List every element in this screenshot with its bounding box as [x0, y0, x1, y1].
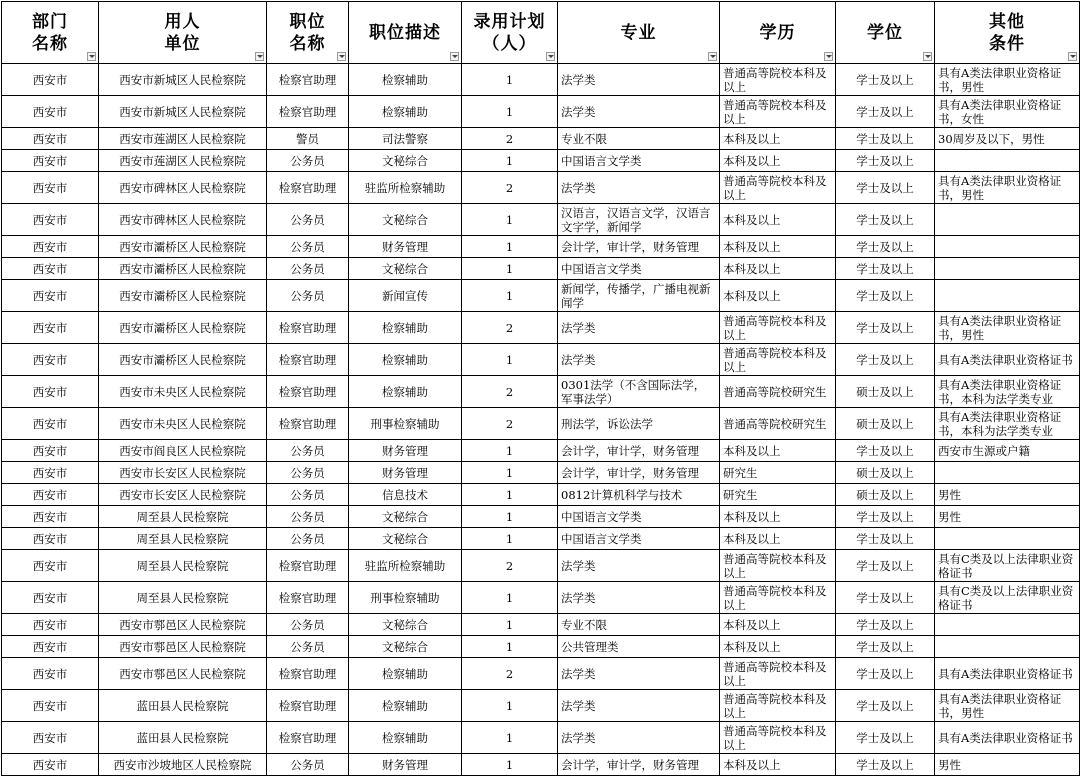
cell-degree: 硕士及以上 [836, 484, 935, 506]
cell-degree: 学士及以上 [836, 506, 935, 528]
cell-description: 文秘综合 [349, 528, 462, 550]
cell-description: 文秘综合 [349, 258, 462, 280]
recruitment-table [1, 1, 1080, 776]
cell-employer: 西安市灞桥区人民检察院 [99, 344, 267, 376]
cell-plan: 1 [462, 236, 558, 258]
cell-other: 具有A类法律职业资格证书，女性 [935, 96, 1080, 128]
cell-dept: 西安市 [2, 204, 99, 236]
cell-plan: 1 [462, 280, 558, 312]
cell-employer: 西安市新城区人民检察院 [99, 96, 267, 128]
cell-dept: 西安市 [2, 550, 99, 582]
cell-employer: 西安市新城区人民检察院 [99, 64, 267, 96]
cell-education: 本科及以上 [720, 528, 836, 550]
cell-degree: 学士及以上 [836, 582, 935, 614]
cell-degree: 硕士及以上 [836, 376, 935, 408]
cell-dept: 西安市 [2, 64, 99, 96]
header-label: 专业 [620, 22, 657, 43]
cell-education: 本科及以上 [720, 506, 836, 528]
cell-plan: 2 [462, 658, 558, 690]
cell-position: 检察官助理 [267, 376, 349, 408]
cell-education: 普通高等院校本科及以上 [720, 550, 836, 582]
cell-education: 本科及以上 [720, 614, 836, 636]
cell-other [935, 204, 1080, 236]
cell-other [935, 528, 1080, 550]
cell-dept: 西安市 [2, 636, 99, 658]
cell-other: 具有A类法律职业资格证书，男性 [935, 64, 1080, 96]
cell-dept: 西安市 [2, 376, 99, 408]
header-label: 学位 [867, 22, 903, 43]
cell-major: 会计学，审计学，财务管理 [558, 236, 720, 258]
cell-degree: 学士及以上 [836, 204, 935, 236]
cell-degree: 学士及以上 [836, 128, 935, 150]
cell-position: 公务员 [267, 614, 349, 636]
cell-description: 检察辅助 [349, 312, 462, 344]
cell-dept: 西安市 [2, 582, 99, 614]
header-major [558, 2, 720, 64]
table-row [2, 582, 1080, 614]
header-degree [836, 2, 935, 64]
table-body [2, 64, 1080, 776]
cell-dept: 西安市 [2, 658, 99, 690]
cell-description: 文秘综合 [349, 506, 462, 528]
cell-other: 具有A类法律职业资格证书 [935, 344, 1080, 376]
cell-other: 具有C类及以上法律职业资格证书 [935, 550, 1080, 582]
cell-position: 检察官助理 [267, 690, 349, 722]
header-position-name [267, 2, 349, 64]
cell-description: 文秘综合 [349, 614, 462, 636]
table-row [2, 528, 1080, 550]
cell-position: 公务员 [267, 636, 349, 658]
cell-dept: 西安市 [2, 280, 99, 312]
cell-plan: 1 [462, 150, 558, 172]
cell-dept: 西安市 [2, 722, 99, 754]
cell-plan: 1 [462, 258, 558, 280]
cell-education: 普通高等院校本科及以上 [720, 172, 836, 204]
table-row [2, 64, 1080, 96]
cell-plan: 1 [462, 614, 558, 636]
cell-position: 公务员 [267, 754, 349, 776]
cell-dept: 西安市 [2, 408, 99, 440]
cell-other: 具有A类法律职业资格证书，男性 [935, 172, 1080, 204]
cell-plan: 1 [462, 462, 558, 484]
cell-position: 公务员 [267, 236, 349, 258]
cell-education: 普通高等院校研究生 [720, 408, 836, 440]
cell-employer: 西安市未央区人民检察院 [99, 376, 267, 408]
cell-major: 中国语言文学类 [558, 528, 720, 550]
cell-education: 普通高等院校本科及以上 [720, 582, 836, 614]
cell-education: 普通高等院校本科及以上 [720, 344, 836, 376]
cell-major: 中国语言文学类 [558, 258, 720, 280]
table-row [2, 754, 1080, 776]
cell-degree: 学士及以上 [836, 636, 935, 658]
cell-description: 财务管理 [349, 236, 462, 258]
cell-position: 公务员 [267, 484, 349, 506]
cell-employer: 蓝田县人民检察院 [99, 722, 267, 754]
cell-dept: 西安市 [2, 754, 99, 776]
cell-education: 普通高等院校本科及以上 [720, 64, 836, 96]
cell-position: 公务员 [267, 440, 349, 462]
cell-employer: 西安市碑林区人民检察院 [99, 204, 267, 236]
cell-degree: 学士及以上 [836, 754, 935, 776]
cell-other: 具有A类法律职业资格证书，男性 [935, 690, 1080, 722]
cell-major: 会计学，审计学，财务管理 [558, 462, 720, 484]
cell-dept: 西安市 [2, 440, 99, 462]
header-label: 职位描述 [369, 22, 441, 43]
table-row [2, 236, 1080, 258]
filter-dropdown-icon[interactable] [337, 52, 346, 61]
cell-employer: 蓝田县人民检察院 [99, 690, 267, 722]
cell-employer: 西安市阎良区人民检察院 [99, 440, 267, 462]
cell-plan: 1 [462, 484, 558, 506]
cell-education: 普通高等院校本科及以上 [720, 722, 836, 754]
cell-employer: 西安市莲湖区人民检察院 [99, 150, 267, 172]
cell-major: 0812计算机科学与技术 [558, 484, 720, 506]
cell-description: 信息技术 [349, 484, 462, 506]
cell-description: 文秘综合 [349, 636, 462, 658]
cell-education: 本科及以上 [720, 440, 836, 462]
header-dept-name [2, 2, 99, 64]
cell-other: 具有A类法律职业资格证书 [935, 658, 1080, 690]
header-hiring-plan [462, 2, 558, 64]
cell-education: 本科及以上 [720, 204, 836, 236]
table-row [2, 408, 1080, 440]
cell-degree: 学士及以上 [836, 722, 935, 754]
cell-other [935, 236, 1080, 258]
cell-description: 检察辅助 [349, 96, 462, 128]
cell-employer: 周至县人民检察院 [99, 550, 267, 582]
cell-plan: 1 [462, 204, 558, 236]
cell-dept: 西安市 [2, 150, 99, 172]
cell-employer: 西安市灞桥区人民检察院 [99, 258, 267, 280]
cell-dept: 西安市 [2, 506, 99, 528]
cell-degree: 学士及以上 [836, 236, 935, 258]
cell-plan: 2 [462, 172, 558, 204]
cell-plan: 1 [462, 582, 558, 614]
cell-position: 公务员 [267, 258, 349, 280]
filter-dropdown-icon[interactable] [923, 52, 932, 61]
cell-major: 法学类 [558, 312, 720, 344]
cell-description: 检察辅助 [349, 690, 462, 722]
cell-description: 驻监所检察辅助 [349, 172, 462, 204]
cell-description: 检察辅助 [349, 658, 462, 690]
header-position-desc [349, 2, 462, 64]
cell-position: 公务员 [267, 280, 349, 312]
cell-education: 本科及以上 [720, 754, 836, 776]
filter-dropdown-icon[interactable] [1068, 52, 1077, 61]
cell-employer: 西安市鄠邑区人民检察院 [99, 636, 267, 658]
cell-description: 财务管理 [349, 754, 462, 776]
cell-major: 专业不限 [558, 128, 720, 150]
cell-position: 检察官助理 [267, 96, 349, 128]
cell-dept: 西安市 [2, 312, 99, 344]
cell-description: 新闻宣传 [349, 280, 462, 312]
table-row [2, 690, 1080, 722]
cell-employer: 西安市碑林区人民检察院 [99, 172, 267, 204]
table-row [2, 722, 1080, 754]
cell-education: 本科及以上 [720, 236, 836, 258]
cell-major: 刑法学，诉讼法学 [558, 408, 720, 440]
header-other-conditions [935, 2, 1080, 64]
cell-other [935, 258, 1080, 280]
cell-dept: 西安市 [2, 344, 99, 376]
table-row [2, 376, 1080, 408]
cell-dept: 西安市 [2, 614, 99, 636]
cell-employer: 西安市灞桥区人民检察院 [99, 236, 267, 258]
cell-employer: 西安市灞桥区人民检察院 [99, 280, 267, 312]
cell-dept: 西安市 [2, 258, 99, 280]
table-row [2, 204, 1080, 236]
cell-other: 具有A类法律职业资格证书 [935, 722, 1080, 754]
table-row [2, 150, 1080, 172]
cell-other: 具有C类及以上法律职业资格证书 [935, 582, 1080, 614]
cell-dept: 西安市 [2, 462, 99, 484]
cell-position: 检察官助理 [267, 408, 349, 440]
cell-description: 财务管理 [349, 440, 462, 462]
cell-position: 公务员 [267, 528, 349, 550]
cell-major: 法学类 [558, 658, 720, 690]
cell-degree: 学士及以上 [836, 150, 935, 172]
cell-employer: 西安市未央区人民检察院 [99, 408, 267, 440]
cell-plan: 1 [462, 754, 558, 776]
cell-education: 本科及以上 [720, 150, 836, 172]
cell-major: 法学类 [558, 172, 720, 204]
header-row [2, 2, 1080, 64]
cell-plan: 1 [462, 64, 558, 96]
cell-other [935, 636, 1080, 658]
cell-dept: 西安市 [2, 236, 99, 258]
cell-description: 检察辅助 [349, 64, 462, 96]
cell-position: 检察官助理 [267, 64, 349, 96]
filter-dropdown-icon[interactable] [708, 52, 717, 61]
cell-plan: 2 [462, 128, 558, 150]
cell-employer: 西安市鄠邑区人民检察院 [99, 658, 267, 690]
table-row [2, 636, 1080, 658]
cell-degree: 学士及以上 [836, 96, 935, 128]
header-label: 用人 单位 [164, 11, 201, 54]
table-row [2, 312, 1080, 344]
cell-major: 法学类 [558, 722, 720, 754]
cell-position: 检察官助理 [267, 344, 349, 376]
cell-description: 文秘综合 [349, 204, 462, 236]
cell-other: 具有A类法律职业资格证书，本科为法学类专业 [935, 376, 1080, 408]
cell-position: 检察官助理 [267, 312, 349, 344]
cell-description: 财务管理 [349, 462, 462, 484]
table-row [2, 280, 1080, 312]
cell-major: 公共管理类 [558, 636, 720, 658]
cell-description: 刑事检察辅助 [349, 408, 462, 440]
cell-other [935, 150, 1080, 172]
table-row [2, 128, 1080, 150]
header-label: 职位 名称 [289, 11, 326, 54]
cell-position: 公务员 [267, 462, 349, 484]
cell-degree: 学士及以上 [836, 172, 935, 204]
cell-employer: 周至县人民检察院 [99, 582, 267, 614]
table-row [2, 172, 1080, 204]
cell-major: 法学类 [558, 96, 720, 128]
table-row [2, 344, 1080, 376]
cell-degree: 学士及以上 [836, 690, 935, 722]
cell-dept: 西安市 [2, 96, 99, 128]
cell-degree: 学士及以上 [836, 280, 935, 312]
cell-other: 西安市生源或户籍 [935, 440, 1080, 462]
cell-degree: 学士及以上 [836, 312, 935, 344]
cell-education: 普通高等院校研究生 [720, 376, 836, 408]
cell-plan: 1 [462, 722, 558, 754]
cell-description: 司法警察 [349, 128, 462, 150]
cell-plan: 1 [462, 636, 558, 658]
cell-education: 普通高等院校本科及以上 [720, 312, 836, 344]
cell-plan: 2 [462, 550, 558, 582]
cell-position: 检察官助理 [267, 582, 349, 614]
cell-employer: 西安市莲湖区人民检察院 [99, 128, 267, 150]
cell-other [935, 462, 1080, 484]
cell-degree: 硕士及以上 [836, 462, 935, 484]
cell-major: 法学类 [558, 582, 720, 614]
table-row [2, 484, 1080, 506]
cell-education: 普通高等院校本科及以上 [720, 658, 836, 690]
cell-education: 研究生 [720, 484, 836, 506]
cell-major: 法学类 [558, 550, 720, 582]
cell-dept: 西安市 [2, 690, 99, 722]
cell-major: 中国语言文学类 [558, 150, 720, 172]
cell-major: 法学类 [558, 344, 720, 376]
cell-major: 新闻学，传播学，广播电视新闻学 [558, 280, 720, 312]
cell-employer: 西安市长安区人民检察院 [99, 484, 267, 506]
cell-education: 本科及以上 [720, 128, 836, 150]
header-label: 录用计划 （人） [473, 11, 546, 54]
cell-plan: 2 [462, 376, 558, 408]
table-row [2, 658, 1080, 690]
cell-employer: 周至县人民检察院 [99, 506, 267, 528]
cell-position: 检察官助理 [267, 658, 349, 690]
cell-plan: 1 [462, 506, 558, 528]
cell-major: 会计学，审计学，财务管理 [558, 754, 720, 776]
cell-degree: 学士及以上 [836, 64, 935, 96]
cell-position: 公务员 [267, 204, 349, 236]
cell-degree: 学士及以上 [836, 528, 935, 550]
cell-employer: 西安市沙坡地区人民检察院 [99, 754, 267, 776]
cell-education: 研究生 [720, 462, 836, 484]
cell-degree: 学士及以上 [836, 440, 935, 462]
cell-description: 检察辅助 [349, 376, 462, 408]
cell-position: 警员 [267, 128, 349, 150]
cell-degree: 学士及以上 [836, 344, 935, 376]
cell-major: 中国语言文学类 [558, 506, 720, 528]
cell-plan: 2 [462, 312, 558, 344]
cell-other: 具有A类法律职业资格证书，男性 [935, 312, 1080, 344]
cell-major: 专业不限 [558, 614, 720, 636]
cell-education: 普通高等院校本科及以上 [720, 96, 836, 128]
table-row [2, 96, 1080, 128]
cell-dept: 西安市 [2, 484, 99, 506]
table-row [2, 258, 1080, 280]
header-label: 学历 [759, 22, 796, 43]
cell-other: 男性 [935, 754, 1080, 776]
cell-other: 男性 [935, 484, 1080, 506]
header-education [720, 2, 836, 64]
cell-major: 法学类 [558, 64, 720, 96]
cell-position: 检察官助理 [267, 550, 349, 582]
table-row [2, 614, 1080, 636]
cell-degree: 硕士及以上 [836, 408, 935, 440]
cell-major: 法学类 [558, 690, 720, 722]
cell-position: 公务员 [267, 506, 349, 528]
cell-major: 汉语言，汉语言文学，汉语言文字学，新闻学 [558, 204, 720, 236]
cell-major: 0301法学（不含国际法学，军事法学） [558, 376, 720, 408]
cell-plan: 1 [462, 96, 558, 128]
cell-plan: 2 [462, 408, 558, 440]
cell-education: 本科及以上 [720, 258, 836, 280]
cell-position: 检察官助理 [267, 722, 349, 754]
cell-education: 普通高等院校本科及以上 [720, 690, 836, 722]
cell-other: 具有A类法律职业资格证书，本科为法学类专业 [935, 408, 1080, 440]
cell-other: 男性 [935, 506, 1080, 528]
cell-degree: 学士及以上 [836, 258, 935, 280]
table-row [2, 506, 1080, 528]
header-label: 部门 名称 [32, 11, 68, 54]
cell-degree: 学士及以上 [836, 658, 935, 690]
cell-plan: 1 [462, 690, 558, 722]
cell-description: 驻监所检察辅助 [349, 550, 462, 582]
cell-degree: 学士及以上 [836, 614, 935, 636]
cell-education: 本科及以上 [720, 280, 836, 312]
cell-plan: 1 [462, 440, 558, 462]
table-row [2, 440, 1080, 462]
header-label: 其他 条件 [989, 11, 1025, 54]
cell-education: 本科及以上 [720, 636, 836, 658]
cell-description: 检察辅助 [349, 344, 462, 376]
cell-employer: 周至县人民检察院 [99, 528, 267, 550]
filter-dropdown-icon[interactable] [450, 52, 459, 61]
cell-description: 文秘综合 [349, 150, 462, 172]
filter-dropdown-icon[interactable] [546, 52, 555, 61]
filter-dropdown-icon[interactable] [824, 52, 833, 61]
cell-position: 检察官助理 [267, 172, 349, 204]
table-row [2, 550, 1080, 582]
cell-position: 公务员 [267, 150, 349, 172]
cell-plan: 1 [462, 528, 558, 550]
cell-other [935, 614, 1080, 636]
cell-dept: 西安市 [2, 528, 99, 550]
cell-other: 30周岁及以下，男性 [935, 128, 1080, 150]
cell-description: 检察辅助 [349, 722, 462, 754]
cell-description: 刑事检察辅助 [349, 582, 462, 614]
filter-dropdown-icon[interactable] [255, 52, 264, 61]
header-employer [99, 2, 267, 64]
filter-dropdown-icon[interactable] [87, 52, 96, 61]
cell-other [935, 280, 1080, 312]
cell-plan: 1 [462, 344, 558, 376]
cell-major: 会计学，审计学，财务管理 [558, 440, 720, 462]
cell-degree: 学士及以上 [836, 550, 935, 582]
table-row [2, 462, 1080, 484]
cell-employer: 西安市灞桥区人民检察院 [99, 312, 267, 344]
cell-dept: 西安市 [2, 128, 99, 150]
cell-dept: 西安市 [2, 172, 99, 204]
cell-employer: 西安市长安区人民检察院 [99, 462, 267, 484]
cell-employer: 西安市鄠邑区人民检察院 [99, 614, 267, 636]
